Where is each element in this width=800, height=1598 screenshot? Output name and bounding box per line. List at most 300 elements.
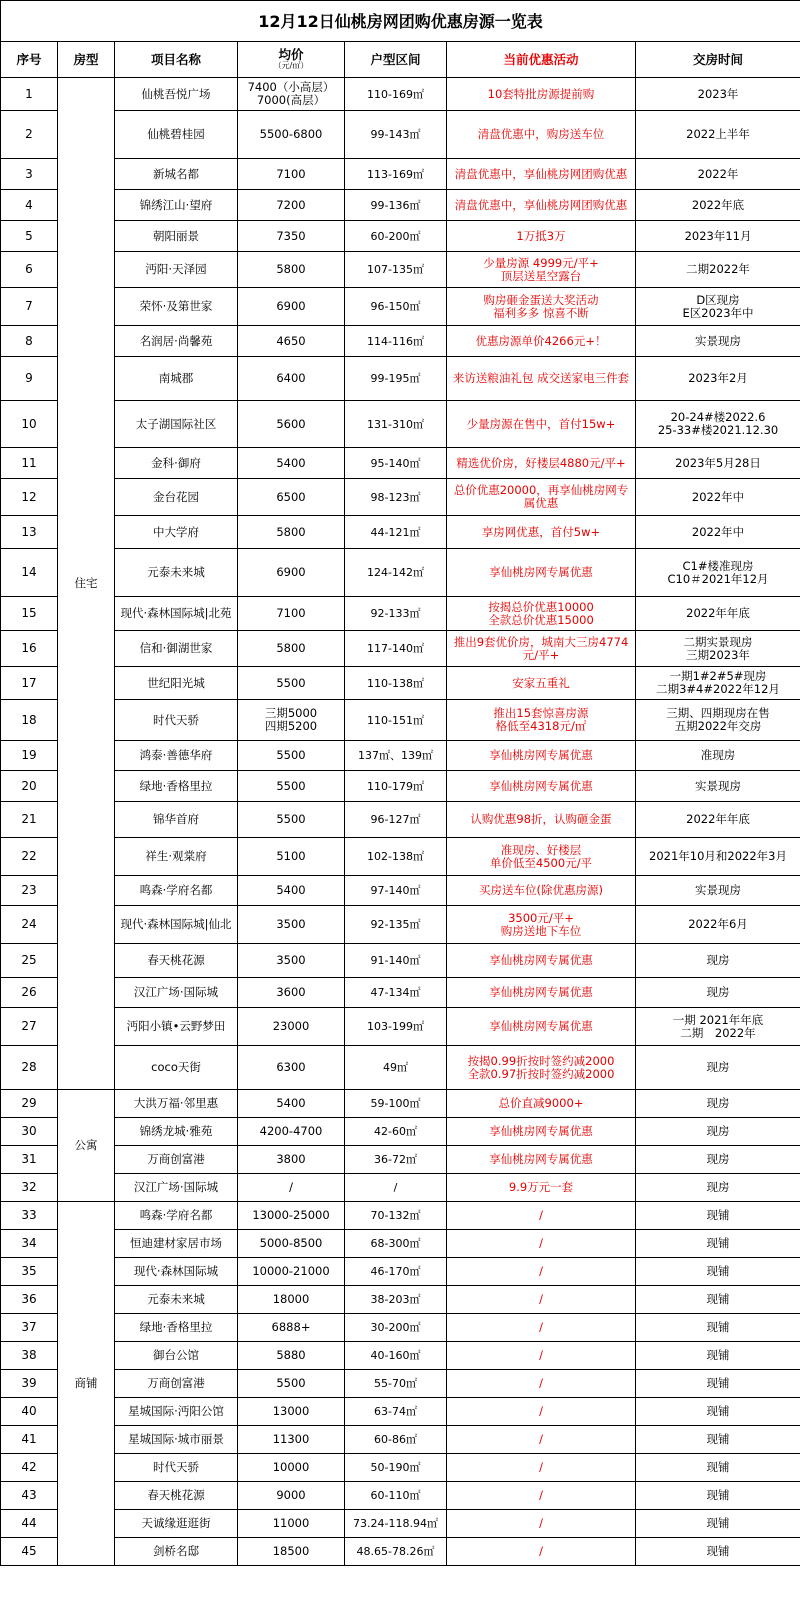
promo-text: 清盘优惠中，享仙桃房网团购优惠 [447, 159, 636, 190]
unit-area: 117-140㎡ [345, 631, 447, 667]
avg-price: 6900 [238, 549, 345, 597]
table-row [1, 667, 800, 700]
unit-area: 91-140㎡ [345, 944, 447, 978]
unit-area: 99-136㎡ [345, 190, 447, 221]
project-name: 剑桥名邸 [115, 1538, 238, 1566]
row-number: 21 [1, 802, 58, 838]
row-number: 32 [1, 1174, 58, 1202]
table-row [1, 1510, 800, 1538]
table-row [1, 802, 800, 838]
unit-area: 63-74㎡ [345, 1398, 447, 1426]
promo-text: 享仙桃房网专属优惠 [447, 771, 636, 802]
row-number: 25 [1, 944, 58, 978]
unit-area: 103-199㎡ [345, 1008, 447, 1046]
unit-area: 68-300㎡ [345, 1230, 447, 1258]
promo-text: / [447, 1482, 636, 1510]
delivery-time: 2022上半年 [636, 111, 800, 159]
project-name: 锦华首府 [115, 802, 238, 838]
unit-area: 60-86㎡ [345, 1426, 447, 1454]
delivery-time: 现铺 [636, 1370, 800, 1398]
promo-text: 推出9套优价房，城南大三房4774元/平+ [447, 631, 636, 667]
header-row [1, 42, 800, 78]
table-row [1, 838, 800, 876]
project-name: 星城国际·沔阳公馆 [115, 1398, 238, 1426]
promo-text: 来访送粮油礼包 成交送家电三件套 [447, 357, 636, 401]
table-row [1, 479, 800, 516]
table-row [1, 401, 800, 448]
table-row [1, 1398, 800, 1426]
row-number: 5 [1, 221, 58, 252]
avg-price: 6900 [238, 288, 345, 326]
avg-price: 7100 [238, 159, 345, 190]
avg-price: 6400 [238, 357, 345, 401]
delivery-time: 现铺 [636, 1202, 800, 1230]
delivery-time: D区现房 E区2023年中 [636, 288, 800, 326]
promo-text: 享房网优惠，首付5w+ [447, 516, 636, 549]
avg-price: 4200-4700 [238, 1118, 345, 1146]
delivery-time: 现铺 [636, 1510, 800, 1538]
promo-text: 精选优价房，好楼层4880元/平+ [447, 448, 636, 479]
project-name: 鸿泰·善德华府 [115, 741, 238, 771]
table-row [1, 944, 800, 978]
project-name: 绿地·香格里拉 [115, 771, 238, 802]
row-number: 41 [1, 1426, 58, 1454]
row-number: 11 [1, 448, 58, 479]
project-name: 汉江广场·国际城 [115, 1174, 238, 1202]
delivery-time: 三期、四期现房在售 五期2022年交房 [636, 700, 800, 741]
header-price-unit: （元/㎡） [273, 61, 309, 70]
table-row [1, 771, 800, 802]
delivery-time: 实景现房 [636, 771, 800, 802]
unit-area: 50-190㎡ [345, 1454, 447, 1482]
promo-text: / [447, 1454, 636, 1482]
table-row [1, 288, 800, 326]
table-row [1, 1174, 800, 1202]
promo-text: 享仙桃房网专属优惠 [447, 1118, 636, 1146]
avg-price: 5000-8500 [238, 1230, 345, 1258]
promo-text: 享仙桃房网专属优惠 [447, 944, 636, 978]
avg-price: 三期5000 四期5200 [238, 700, 345, 741]
row-number: 30 [1, 1118, 58, 1146]
avg-price: 5500 [238, 1370, 345, 1398]
row-number: 39 [1, 1370, 58, 1398]
project-name: 万商创富港 [115, 1370, 238, 1398]
unit-area: 38-203㎡ [345, 1286, 447, 1314]
project-name: 祥生·观棠府 [115, 838, 238, 876]
unit-area: 60-110㎡ [345, 1482, 447, 1510]
project-name: 金科·御府 [115, 448, 238, 479]
row-number: 9 [1, 357, 58, 401]
unit-area: 96-127㎡ [345, 802, 447, 838]
promo-text: 10套特批房源提前购 [447, 78, 636, 111]
avg-price: 5500 [238, 771, 345, 802]
delivery-time: 现铺 [636, 1258, 800, 1286]
table-row [1, 1370, 800, 1398]
table-row [1, 631, 800, 667]
table-row [1, 1118, 800, 1146]
promo-text: 总价直减9000+ [447, 1090, 636, 1118]
table-row [1, 252, 800, 288]
row-number: 40 [1, 1398, 58, 1426]
table-row [1, 221, 800, 252]
avg-price: 6500 [238, 479, 345, 516]
promo-text: / [447, 1370, 636, 1398]
unit-area: 44-121㎡ [345, 516, 447, 549]
project-name: 元泰未来城 [115, 549, 238, 597]
delivery-time: 现铺 [636, 1482, 800, 1510]
table-row [1, 159, 800, 190]
row-number: 33 [1, 1202, 58, 1230]
promo-text: / [447, 1258, 636, 1286]
table-row [1, 1314, 800, 1342]
delivery-time: 一期 2021年年底 二期 2022年 [636, 1008, 800, 1046]
table-row [1, 1090, 800, 1118]
unit-area: 110-151㎡ [345, 700, 447, 741]
project-name: 大洪万福·邻里惠 [115, 1090, 238, 1118]
row-number: 7 [1, 288, 58, 326]
unit-area: 59-100㎡ [345, 1090, 447, 1118]
avg-price: 5500 [238, 667, 345, 700]
promo-text: 享仙桃房网专属优惠 [447, 1146, 636, 1174]
delivery-time: 现房 [636, 1174, 800, 1202]
delivery-time: 现房 [636, 1090, 800, 1118]
header-price-label: 均价 [278, 47, 304, 62]
project-name: 绿地·香格里拉 [115, 1314, 238, 1342]
project-name: 汉江广场·国际城 [115, 978, 238, 1008]
promo-text: / [447, 1426, 636, 1454]
header-delivery: 交房时间 [636, 42, 800, 78]
promo-text: 9.9万元一套 [447, 1174, 636, 1202]
header-area: 户型区间 [345, 42, 447, 78]
table-row [1, 1286, 800, 1314]
row-number: 28 [1, 1046, 58, 1090]
row-number: 35 [1, 1258, 58, 1286]
unit-area: 30-200㎡ [345, 1314, 447, 1342]
row-number: 16 [1, 631, 58, 667]
project-name: 荣怀·及第世家 [115, 288, 238, 326]
project-name: 名润居·尚馨苑 [115, 326, 238, 357]
unit-area: 124-142㎡ [345, 549, 447, 597]
avg-price: 10000 [238, 1454, 345, 1482]
project-name: 太子湖国际社区 [115, 401, 238, 448]
project-name: 现代·森林国际城|北苑 [115, 597, 238, 631]
project-name: 鸣森·学府名都 [115, 876, 238, 906]
table-row [1, 1342, 800, 1370]
table-row [1, 1454, 800, 1482]
project-name: 新城名都 [115, 159, 238, 190]
unit-area: 92-133㎡ [345, 597, 447, 631]
delivery-time: 二期实景现房 三期2023年 [636, 631, 800, 667]
table-row [1, 448, 800, 479]
project-name: 时代天骄 [115, 700, 238, 741]
delivery-time: 现房 [636, 1118, 800, 1146]
table-row [1, 741, 800, 771]
avg-price: 7350 [238, 221, 345, 252]
unit-area: 97-140㎡ [345, 876, 447, 906]
unit-area: 73.24-118.94㎡ [345, 1510, 447, 1538]
project-name: 春天桃花源 [115, 1482, 238, 1510]
table-row [1, 111, 800, 159]
table-row [1, 1230, 800, 1258]
delivery-time: 现房 [636, 978, 800, 1008]
delivery-time: 准现房 [636, 741, 800, 771]
row-number: 14 [1, 549, 58, 597]
table-row [1, 1008, 800, 1046]
avg-price: 5500-6800 [238, 111, 345, 159]
row-number: 34 [1, 1230, 58, 1258]
table-row [1, 1258, 800, 1286]
row-number: 38 [1, 1342, 58, 1370]
table-row [1, 1538, 800, 1566]
project-name: 朝阳丽景 [115, 221, 238, 252]
delivery-time: 2023年2月 [636, 357, 800, 401]
row-type: 住宅 [58, 78, 115, 1090]
project-name: 锦绣江山·望府 [115, 190, 238, 221]
delivery-time: 实景现房 [636, 326, 800, 357]
promo-text: 准现房、好楼层 单价低至4500元/平 [447, 838, 636, 876]
row-number: 8 [1, 326, 58, 357]
avg-price: 5500 [238, 741, 345, 771]
avg-price: 5880 [238, 1342, 345, 1370]
promo-text: 推出15套惊喜房源 格低至4318元/㎡ [447, 700, 636, 741]
delivery-time: 2022年底 [636, 190, 800, 221]
avg-price: 4650 [238, 326, 345, 357]
delivery-time: 实景现房 [636, 876, 800, 906]
delivery-time: 现铺 [636, 1454, 800, 1482]
row-type: 商铺 [58, 1202, 115, 1566]
row-number: 45 [1, 1538, 58, 1566]
header-name: 项目名称 [115, 42, 238, 78]
project-name: 仙桃吾悦广场 [115, 78, 238, 111]
promo-text: 享仙桃房网专属优惠 [447, 1008, 636, 1046]
row-number: 42 [1, 1454, 58, 1482]
delivery-time: 现房 [636, 1146, 800, 1174]
header-price [238, 42, 345, 78]
unit-area: 110-179㎡ [345, 771, 447, 802]
project-name: coco天街 [115, 1046, 238, 1090]
table-row [1, 1426, 800, 1454]
row-type: 公寓 [58, 1090, 115, 1202]
row-number: 15 [1, 597, 58, 631]
row-number: 37 [1, 1314, 58, 1342]
unit-area: 60-200㎡ [345, 221, 447, 252]
row-number: 44 [1, 1510, 58, 1538]
delivery-time: 2022年 [636, 159, 800, 190]
row-number: 18 [1, 700, 58, 741]
avg-price: 13000 [238, 1398, 345, 1426]
promo-text: 享仙桃房网专属优惠 [447, 549, 636, 597]
promo-text: / [447, 1202, 636, 1230]
promo-text: / [447, 1510, 636, 1538]
project-name: 鸣森·学府名都 [115, 1202, 238, 1230]
project-name: 金台花园 [115, 479, 238, 516]
delivery-time: 2023年5月28日 [636, 448, 800, 479]
row-number: 26 [1, 978, 58, 1008]
table-row [1, 1482, 800, 1510]
delivery-time: 2022年中 [636, 479, 800, 516]
unit-area: 46-170㎡ [345, 1258, 447, 1286]
row-number: 17 [1, 667, 58, 700]
row-number: 24 [1, 906, 58, 944]
unit-area: 92-135㎡ [345, 906, 447, 944]
project-name: 天诚缘逛逛街 [115, 1510, 238, 1538]
delivery-time: C1#楼准现房 C10＃2021年12月 [636, 549, 800, 597]
avg-price: 5600 [238, 401, 345, 448]
delivery-time: 2023年 [636, 78, 800, 111]
row-number: 20 [1, 771, 58, 802]
row-number: 43 [1, 1482, 58, 1510]
delivery-time: 现铺 [636, 1314, 800, 1342]
unit-area: 107-135㎡ [345, 252, 447, 288]
project-name: 现代·森林国际城|仙北 [115, 906, 238, 944]
project-name: 锦绣龙城·雅苑 [115, 1118, 238, 1146]
promo-text: 按揭0.99折按时签约减2000 全款0.97折按时签约减2000 [447, 1046, 636, 1090]
unit-area: 110-138㎡ [345, 667, 447, 700]
avg-price: 11300 [238, 1426, 345, 1454]
project-name: 沔阳·天泽园 [115, 252, 238, 288]
table-row [1, 516, 800, 549]
promo-text: 3500元/平+ 购房送地下车位 [447, 906, 636, 944]
header-promo: 当前优惠活动 [447, 42, 636, 78]
table-row [1, 326, 800, 357]
project-name: 信和·御湖世家 [115, 631, 238, 667]
row-number: 3 [1, 159, 58, 190]
avg-price: 13000-25000 [238, 1202, 345, 1230]
promo-text: 享仙桃房网专属优惠 [447, 741, 636, 771]
avg-price: 10000-21000 [238, 1258, 345, 1286]
project-name: 时代天骄 [115, 1454, 238, 1482]
avg-price: 5100 [238, 838, 345, 876]
unit-area: 36-72㎡ [345, 1146, 447, 1174]
unit-area: 96-150㎡ [345, 288, 447, 326]
row-number: 2 [1, 111, 58, 159]
delivery-time: 现房 [636, 1046, 800, 1090]
delivery-time: 现铺 [636, 1342, 800, 1370]
project-name: 元泰未来城 [115, 1286, 238, 1314]
unit-area: 49㎡ [345, 1046, 447, 1090]
project-name: 万商创富港 [115, 1146, 238, 1174]
promo-text: 享仙桃房网专属优惠 [447, 978, 636, 1008]
avg-price: 18500 [238, 1538, 345, 1566]
delivery-time: 现铺 [636, 1538, 800, 1566]
project-name: 南城郡 [115, 357, 238, 401]
row-number: 19 [1, 741, 58, 771]
unit-area: 113-169㎡ [345, 159, 447, 190]
promo-text: 优惠房源单价4266元+！ [447, 326, 636, 357]
promo-text: / [447, 1286, 636, 1314]
promo-text: 按揭总价优惠10000 全款总价优惠15000 [447, 597, 636, 631]
unit-area: / [345, 1174, 447, 1202]
delivery-time: 现房 [636, 944, 800, 978]
row-number: 29 [1, 1090, 58, 1118]
avg-price: 18000 [238, 1286, 345, 1314]
avg-price: 5800 [238, 516, 345, 549]
row-number: 31 [1, 1146, 58, 1174]
avg-price: 7400（小高层） 7000(高层） [238, 78, 345, 111]
unit-area: 42-60㎡ [345, 1118, 447, 1146]
promo-text: / [447, 1314, 636, 1342]
promo-text: / [447, 1230, 636, 1258]
unit-area: 40-160㎡ [345, 1342, 447, 1370]
unit-area: 131-310㎡ [345, 401, 447, 448]
promo-text: 总价优惠20000，再享仙桃房网专属优惠 [447, 479, 636, 516]
promo-text: 安家五重礼 [447, 667, 636, 700]
unit-area: 98-123㎡ [345, 479, 447, 516]
table-row [1, 978, 800, 1008]
project-name: 恒迪建材家居市场 [115, 1230, 238, 1258]
delivery-time: 二期2022年 [636, 252, 800, 288]
avg-price: 3600 [238, 978, 345, 1008]
avg-price: 5800 [238, 631, 345, 667]
promo-text: 认购优惠98折，认购砸金蛋 [447, 802, 636, 838]
avg-price: 5400 [238, 876, 345, 906]
unit-area: 70-132㎡ [345, 1202, 447, 1230]
avg-price: 3500 [238, 944, 345, 978]
avg-price: 3800 [238, 1146, 345, 1174]
project-name: 沔阳小镇•云野梦田 [115, 1008, 238, 1046]
avg-price: 7200 [238, 190, 345, 221]
promo-text: 买房送车位(除优惠房源) [447, 876, 636, 906]
project-name: 星城国际·城市丽景 [115, 1426, 238, 1454]
row-number: 1 [1, 78, 58, 111]
row-number: 10 [1, 401, 58, 448]
delivery-time: 2022年6月 [636, 906, 800, 944]
table-row [1, 906, 800, 944]
avg-price: 5400 [238, 1090, 345, 1118]
promo-text: / [447, 1398, 636, 1426]
avg-price: 23000 [238, 1008, 345, 1046]
promo-text: / [447, 1342, 636, 1370]
unit-area: 99-195㎡ [345, 357, 447, 401]
promo-text: 清盘优惠中，购房送车位 [447, 111, 636, 159]
row-number: 22 [1, 838, 58, 876]
unit-area: 55-70㎡ [345, 1370, 447, 1398]
row-number: 13 [1, 516, 58, 549]
promo-text: 清盘优惠中，享仙桃房网团购优惠 [447, 190, 636, 221]
header-no: 序号 [1, 42, 58, 78]
avg-price: 5400 [238, 448, 345, 479]
table-row [1, 876, 800, 906]
table-row [1, 549, 800, 597]
avg-price: 6300 [238, 1046, 345, 1090]
delivery-time: 现铺 [636, 1398, 800, 1426]
row-number: 6 [1, 252, 58, 288]
table-row [1, 1202, 800, 1230]
promo-text: 购房砸金蛋送大奖活动 福利多多 惊喜不断 [447, 288, 636, 326]
delivery-time: 2021年10月和2022年3月 [636, 838, 800, 876]
table-row [1, 78, 800, 111]
table-row [1, 1146, 800, 1174]
table-row [1, 1046, 800, 1090]
promo-text: 少量房源 4999元/平+ 顶层送星空露台 [447, 252, 636, 288]
avg-price: 9000 [238, 1482, 345, 1510]
promo-text: / [447, 1538, 636, 1566]
unit-area: 137㎡、139㎡ [345, 741, 447, 771]
project-name: 世纪阳光城 [115, 667, 238, 700]
delivery-time: 2023年11月 [636, 221, 800, 252]
table-body [1, 78, 800, 1566]
unit-area: 48.65-78.26㎡ [345, 1538, 447, 1566]
promo-text: 少量房源在售中，首付15w+ [447, 401, 636, 448]
page-title: 12月12日仙桃房网团购优惠房源一览表 [1, 1, 800, 42]
row-number: 27 [1, 1008, 58, 1046]
delivery-time: 现铺 [636, 1426, 800, 1454]
avg-price: 11000 [238, 1510, 345, 1538]
delivery-time: 一期1#2#5#现房 二期3#4#2022年12月 [636, 667, 800, 700]
unit-area: 99-143㎡ [345, 111, 447, 159]
avg-price: 5800 [238, 252, 345, 288]
table-row [1, 357, 800, 401]
